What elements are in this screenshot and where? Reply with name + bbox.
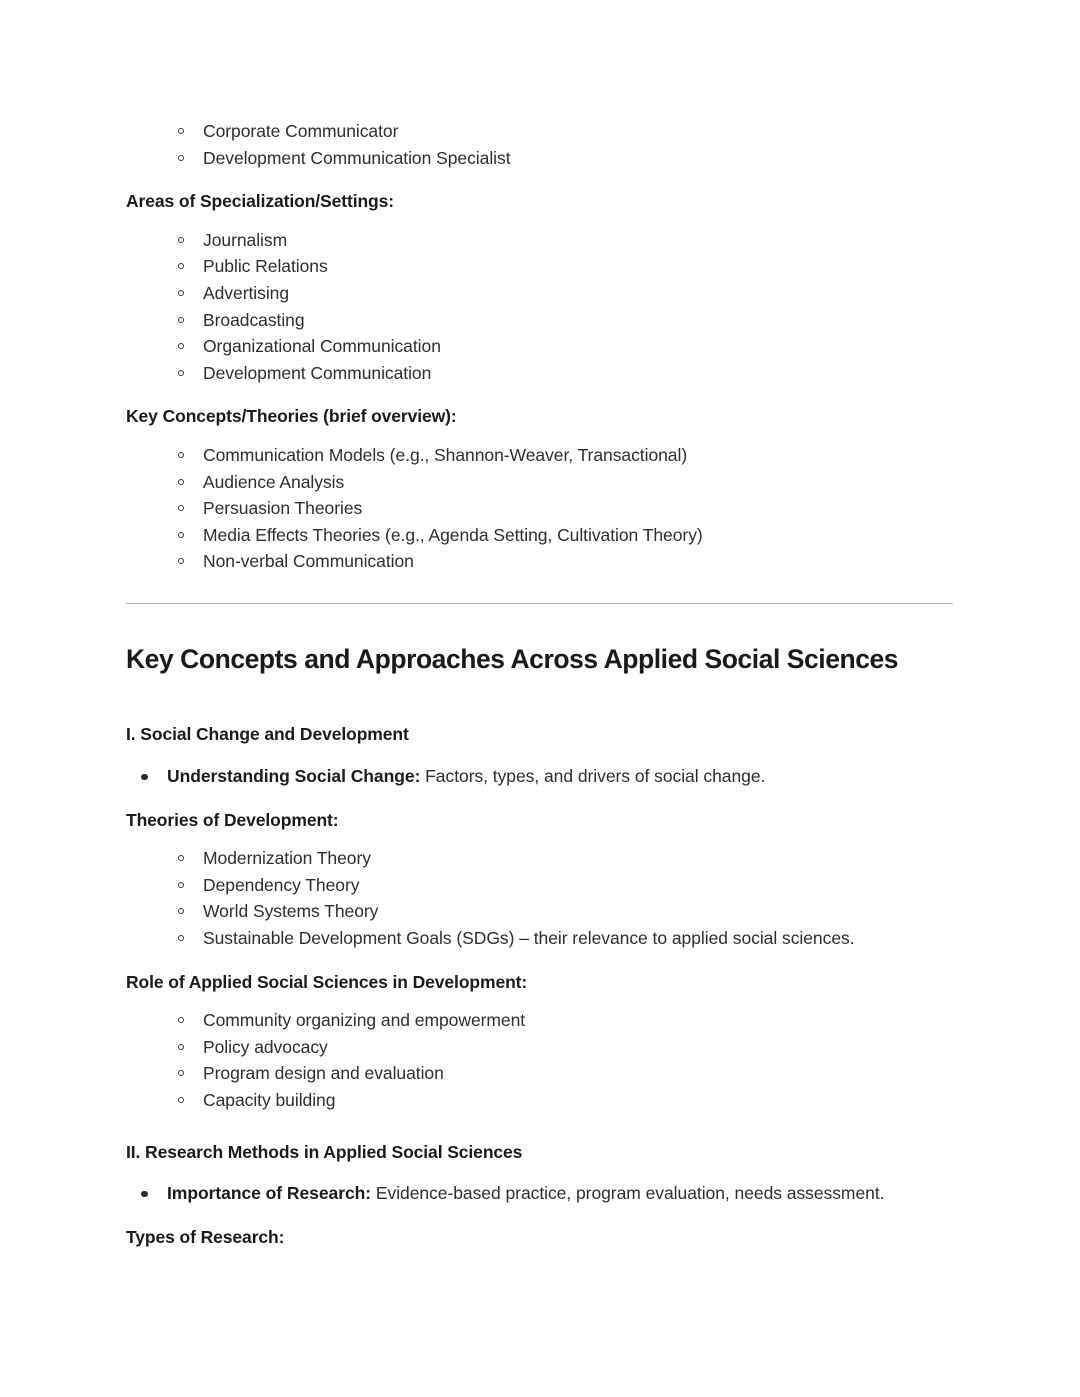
list-item-label: Factors, types, and drivers of social change.	[420, 766, 766, 787]
list-item-label: Media Effects Theories (e.g., Agenda Setting, Cultivation Theory)	[203, 524, 703, 545]
list-item	[126, 898, 954, 925]
list-item-label: Communication Models (e.g., Shannon-Weaver, Transactional)	[203, 445, 688, 465]
career-roles-list	[126, 118, 954, 171]
spacer	[126, 676, 954, 723]
list-item	[126, 307, 954, 334]
list-item-label: Public Relations	[203, 256, 328, 277]
list-item	[126, 1007, 954, 1034]
spacer	[126, 1114, 954, 1141]
page-title: Key Concepts and Approaches Across Applied Social Sciences	[126, 643, 899, 674]
list-item	[126, 1060, 954, 1087]
document-content	[126, 118, 954, 1262]
list-item	[126, 845, 954, 872]
part-one-heading: I. Social Change and Development	[126, 724, 409, 745]
list-item-label: Community organizing and empowerment	[203, 1010, 526, 1031]
list-item	[126, 925, 954, 952]
list-item-label: World Systems Theory	[203, 901, 379, 922]
list-item-label: Non-verbal Communication	[203, 551, 414, 572]
importance-of-research-list	[126, 1180, 954, 1207]
list-item-label: Persuasion Theories	[203, 498, 363, 519]
types-of-research-heading: Types of Research:	[126, 1226, 285, 1247]
theories-of-development-list	[126, 845, 954, 951]
theories-of-development-heading: Theories of Development:	[126, 809, 339, 830]
list-item	[126, 253, 954, 280]
list-item	[126, 1034, 954, 1061]
role-of-applied-social-sciences-list	[126, 1007, 954, 1113]
spacer	[126, 747, 954, 763]
list-item-lead: Importance of Research:	[167, 1183, 372, 1204]
list-item-label: Journalism	[203, 229, 288, 250]
list-item-label: Audience Analysis	[203, 471, 345, 492]
list-item	[126, 442, 954, 469]
list-item	[126, 548, 954, 575]
list-item-label: Corporate Communicator	[203, 121, 399, 141]
part-two-heading: II. Research Methods in Applied Social Sciences	[126, 1141, 523, 1162]
list-item	[126, 1180, 954, 1207]
list-item-label: Policy advocacy	[203, 1036, 328, 1057]
list-item-lead: Understanding Social Change:	[167, 766, 421, 787]
list-item	[126, 872, 954, 899]
list-item	[126, 495, 954, 522]
understanding-social-change-list	[126, 763, 954, 790]
spacer	[126, 1164, 954, 1180]
list-item	[126, 522, 954, 549]
list-item-label: Development Communication	[203, 362, 432, 383]
areas-of-specialization-heading: Areas of Specialization/Settings:	[126, 191, 395, 212]
list-item-label: Dependency Theory	[203, 874, 360, 895]
list-item-label: Program design and evaluation	[203, 1063, 444, 1084]
key-concepts-theories-heading: Key Concepts/Theories (brief overview):	[126, 406, 457, 427]
list-item	[126, 1087, 954, 1114]
list-item-label: Advertising	[203, 283, 290, 303]
list-item-label: Capacity building	[203, 1090, 336, 1111]
role-of-applied-social-sciences-heading: Role of Applied Social Sciences in Development:	[126, 971, 528, 992]
list-item-label: Evidence-based practice, program evaluation, needs assessment.	[371, 1183, 885, 1204]
list-item-label: Development Communication Specialist	[203, 147, 511, 168]
list-item	[126, 333, 954, 360]
spacer	[126, 575, 954, 603]
list-item-label: Broadcasting	[203, 309, 305, 330]
areas-of-specialization-list	[126, 227, 954, 387]
list-item	[126, 118, 954, 145]
list-item	[126, 360, 954, 387]
list-item	[126, 145, 954, 172]
list-item	[126, 763, 954, 790]
list-item-label: Organizational Communication	[203, 336, 441, 357]
list-item-label: Modernization Theory	[203, 848, 371, 869]
list-item	[126, 227, 954, 254]
list-item-label: Sustainable Development Goals (SDGs) – their relevance to applied social sciences.	[203, 928, 855, 949]
list-item	[126, 469, 954, 496]
list-item	[126, 280, 954, 307]
key-concepts-theories-list	[126, 442, 954, 575]
